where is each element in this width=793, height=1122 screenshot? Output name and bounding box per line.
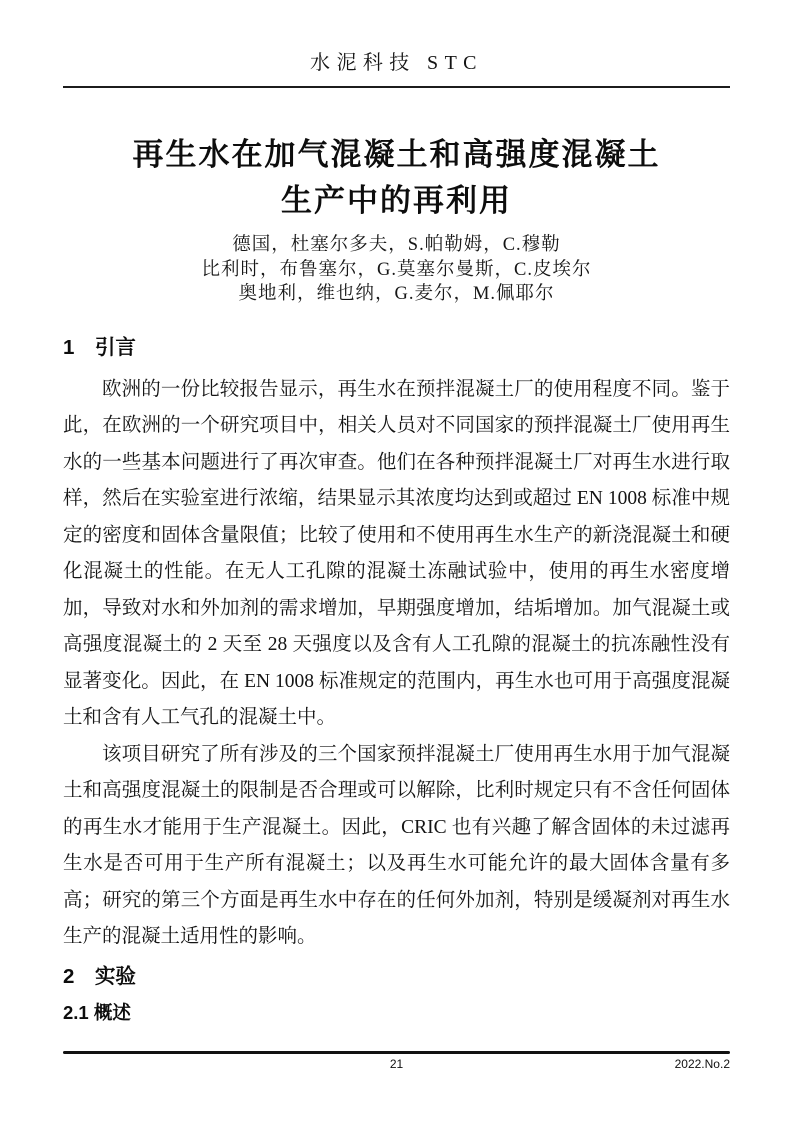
article-title [63, 132, 730, 224]
page-footer [63, 1051, 730, 1074]
issue-label: 2022.No.2 [674, 1057, 730, 1071]
intro-paragraph-2: 该项目研究了所有涉及的三个国家预拌混凝土厂使用再生水用于加气混凝土和高强度混凝土的限制是否合理或可以解除，比利时规定只有不含任何固体的再生水才能用于生产混凝土。因此，CRIC 也有兴趣了解含固体的未过滤再生水是否可用于生产所有混凝土；以及再生水可能允许的最大固体含量有多高；研究的第三个方面是再生水中存在的任何外加剂，特别是缓凝剂对再生水生产的混凝土适用性的影响。 [63, 743, 730, 947]
article-title-line-2: 生产中的再利用 [281, 183, 512, 218]
intro-paragraph-1: 欧洲的一份比较报告显示，再生水在预拌混凝土厂的使用程度不同。鉴于此，在欧洲的一个研究项目中，相关人员对不同国家的预拌混凝土厂使用再生水的一些基本问题进行了再次审查。他们在各种预拌混凝土厂对再生水进行取样，然后在实验室进行浓缩，结果显示其浓度均达到或超过 EN 1008 标准中规定的密度和固体含量限值；比较了使用和不使用再生水生产的新浇混凝土和硬化混凝土的性能。在无人工孔隙的混凝土冻融试验中，使用的再生水密度增加，导致对水和外加剂的需求增加，早期强度增加，结垢增加。加气混凝土或高强度混凝土的 2 天至 28 天强度以及含有人工孔隙的混凝土的抗冻融性没有显著变化。因此，在 EN 1008 标准规定的范围内，再生水也可用于高强度混凝土和含有人工气孔的混凝土中。 [63, 378, 730, 728]
section-heading-experiment: 2 实验 [63, 964, 136, 988]
author-line-belgium: 比利时，布鲁塞尔，G.莫塞尔曼斯，C.皮埃尔 [201, 259, 592, 280]
journal-title: 水泥科技 STC [310, 52, 483, 74]
subsection-heading-overview: 2.1 概述 [63, 1001, 131, 1023]
footer-row [63, 1054, 730, 1074]
article-title-line-1: 再生水在加气混凝土和高强度混凝土 [132, 137, 661, 172]
author-line-germany: 德国，杜塞尔多夫，S.帕勒姆，C.穆勒 [232, 235, 561, 255]
author-line-austria: 奥地利，维也纳，G.麦尔，M.佩耶尔 [238, 284, 555, 304]
journal-header [63, 50, 730, 88]
author-affiliations [63, 233, 730, 307]
page-number: 21 [389, 1057, 404, 1071]
article-content [63, 132, 730, 1024]
section-heading-introduction: 1 引言 [63, 335, 136, 359]
